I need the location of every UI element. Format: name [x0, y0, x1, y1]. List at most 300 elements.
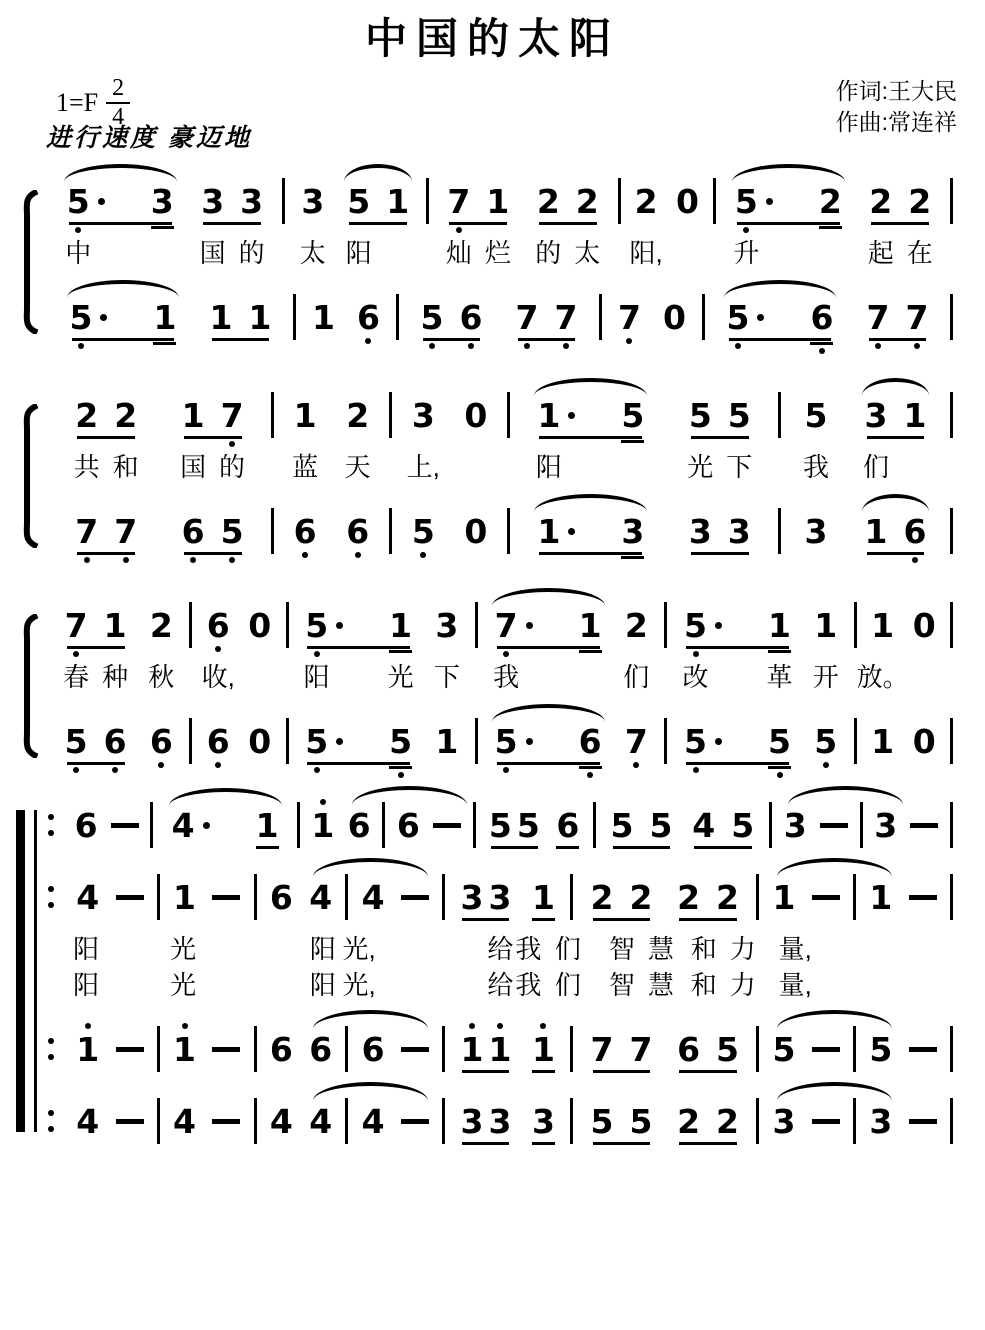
note-digit-wrap	[435, 721, 459, 761]
measure	[863, 967, 950, 1000]
note	[182, 449, 205, 482]
voice-row-2	[48, 294, 953, 340]
measure	[429, 181, 618, 221]
note-digit: 2	[818, 181, 842, 221]
note-group	[629, 235, 663, 268]
note	[150, 181, 174, 221]
note	[389, 605, 413, 645]
note	[625, 659, 648, 692]
note-group	[401, 895, 429, 900]
lyric-syllable: 起	[867, 237, 894, 268]
note	[590, 1029, 614, 1069]
augmentation-dot	[526, 622, 533, 629]
note	[818, 181, 842, 221]
note-digit-wrap	[75, 931, 98, 964]
note-digit: 6	[206, 721, 230, 761]
note-digit-wrap	[814, 721, 838, 761]
note-group	[772, 1101, 796, 1141]
duration-dash	[909, 895, 937, 900]
measure	[772, 967, 859, 1000]
augmentation-dot	[100, 314, 107, 321]
octave-dot-below	[819, 348, 825, 354]
note-digit-wrap	[460, 1029, 484, 1069]
music-system	[48, 392, 953, 554]
beam-line	[694, 846, 752, 849]
note-group	[814, 721, 838, 761]
barline	[950, 178, 953, 224]
slur-arc	[724, 280, 837, 298]
note-digit: 7	[494, 605, 518, 645]
note-digit-wrap	[726, 297, 750, 337]
extra-underline	[810, 342, 833, 345]
note-digit-wrap	[488, 1101, 512, 1141]
lyric-syllable: 的	[219, 451, 246, 482]
note-group	[537, 511, 645, 551]
note-digit: 1	[871, 605, 895, 645]
beam-line	[307, 646, 410, 649]
note-digit-wrap	[537, 449, 560, 482]
note-group	[347, 181, 410, 221]
duration-dash	[812, 1119, 840, 1124]
augmentation-dot	[715, 738, 722, 745]
note-digit-wrap	[460, 877, 484, 917]
note-digit-wrap	[629, 1029, 653, 1069]
note-digit: 5	[494, 721, 518, 761]
extra-underline	[556, 846, 579, 849]
note-digit-wrap	[908, 181, 932, 221]
measure	[63, 931, 150, 964]
note-digit-wrap	[804, 511, 828, 551]
beam-line	[867, 436, 925, 439]
measure	[300, 931, 382, 964]
note-group	[342, 967, 376, 1000]
measure	[392, 449, 507, 482]
note-digit: 1	[768, 605, 791, 645]
note-digit: 1	[173, 877, 196, 917]
note	[220, 511, 244, 551]
note-group	[537, 235, 599, 268]
note	[149, 605, 173, 645]
note-group	[181, 395, 244, 435]
note-digit: 6	[269, 877, 293, 917]
note	[460, 1101, 484, 1141]
note	[783, 805, 807, 845]
music-system	[48, 178, 953, 340]
note	[731, 931, 754, 964]
note-digit-wrap	[153, 297, 177, 337]
note	[103, 605, 127, 645]
note-digit-wrap	[76, 1101, 100, 1141]
note	[684, 659, 722, 692]
octave-dot-above	[497, 1023, 503, 1029]
note-digit: 5	[772, 1029, 796, 1069]
slur-arc	[732, 164, 845, 182]
note-digit: 3	[488, 1101, 512, 1141]
note-group	[820, 945, 848, 950]
note-group	[173, 1029, 196, 1069]
note-digit: 3	[869, 1101, 893, 1141]
rest	[663, 297, 686, 337]
note	[75, 449, 98, 482]
note-digit-wrap	[309, 1029, 333, 1069]
note-group	[909, 1047, 937, 1052]
note	[172, 931, 210, 964]
note-group	[869, 235, 931, 268]
measure	[48, 395, 271, 435]
octave-dot-below	[355, 552, 361, 558]
slur-arc	[534, 378, 647, 396]
note-digit-wrap	[629, 877, 653, 917]
note	[111, 823, 139, 828]
measure	[289, 721, 475, 761]
note	[406, 449, 440, 482]
note	[464, 511, 488, 551]
voice-row-1	[48, 602, 953, 648]
note-group	[116, 1119, 144, 1124]
note-digit-wrap	[869, 1101, 893, 1141]
measure	[348, 877, 442, 917]
note	[621, 449, 644, 482]
lyric-syllable: 我	[515, 933, 542, 964]
octave-dot-below	[215, 646, 221, 652]
note-group	[64, 721, 127, 761]
note	[173, 877, 196, 917]
note-digit-wrap	[874, 931, 897, 964]
note-group	[150, 659, 173, 692]
note-digit-wrap	[618, 297, 641, 337]
lyric-syllable: 和	[690, 969, 717, 1000]
note	[556, 967, 579, 1000]
note-group	[311, 967, 334, 1000]
note-digit-wrap	[293, 395, 317, 435]
note	[464, 449, 487, 482]
note-group	[305, 659, 412, 692]
note-group	[67, 235, 174, 268]
note	[248, 605, 272, 645]
note-digit-wrap	[305, 721, 329, 761]
note-digit: 0	[464, 511, 488, 551]
extra-underline	[579, 766, 602, 769]
note-digit-wrap	[103, 605, 127, 645]
lyric-syllable: 光	[170, 969, 197, 1000]
note-digit-wrap	[871, 721, 895, 761]
repeat-dot	[48, 1110, 54, 1116]
note	[104, 659, 127, 692]
note	[608, 967, 636, 1000]
octave-dot-below	[524, 343, 530, 349]
measure	[63, 805, 150, 845]
octave-dot-below	[914, 343, 920, 349]
note-group	[171, 805, 279, 845]
note	[772, 1029, 796, 1069]
octave-dot-below	[468, 343, 474, 349]
note-digit: 1	[312, 297, 335, 337]
composer-credit: 作曲:常连祥	[835, 109, 957, 136]
note-group	[866, 297, 929, 337]
note-group	[305, 721, 413, 761]
note-digit-wrap	[772, 1029, 796, 1069]
augmentation-dot	[336, 738, 343, 745]
note	[293, 395, 317, 435]
note-digit: 4	[173, 1101, 196, 1141]
note	[346, 395, 370, 435]
note	[435, 659, 458, 692]
note-group	[869, 181, 932, 221]
note-digit: 5	[684, 721, 708, 761]
note-group	[684, 605, 791, 645]
note	[311, 967, 334, 1000]
note-digit-wrap	[459, 297, 483, 337]
beam-line	[491, 846, 538, 849]
note	[778, 931, 812, 964]
note-digit-wrap	[814, 659, 837, 692]
slur-arc	[344, 164, 412, 182]
note-group	[116, 1047, 144, 1052]
note-group	[677, 877, 740, 917]
note	[727, 511, 751, 551]
system-bracket	[14, 190, 40, 334]
note-digit: 4	[692, 805, 716, 845]
beam-line	[77, 436, 135, 439]
note	[864, 395, 888, 435]
rest	[913, 659, 936, 692]
note-group	[411, 511, 435, 551]
note-group	[172, 967, 279, 1000]
note-digit-wrap	[64, 605, 88, 645]
octave-dot-below	[365, 338, 371, 344]
octave-dot-below	[875, 343, 881, 349]
note	[181, 511, 205, 551]
note-group	[909, 1119, 937, 1124]
note-group	[624, 605, 648, 645]
duration-dash	[910, 823, 938, 828]
note-digit: 6	[396, 805, 420, 845]
note-digit-wrap	[818, 181, 842, 221]
voice-row-1	[48, 802, 953, 848]
note-group	[608, 967, 674, 1000]
note-group	[212, 1047, 240, 1052]
note	[517, 967, 540, 1000]
note-group	[871, 605, 895, 645]
lyric-syllable: 阳	[309, 933, 336, 964]
note	[346, 511, 370, 551]
note	[116, 1119, 144, 1124]
note-group	[783, 805, 807, 845]
note	[778, 967, 812, 1000]
measure	[445, 1029, 570, 1069]
measure	[856, 1101, 950, 1141]
note-digit-wrap	[590, 877, 614, 917]
note-group	[69, 297, 177, 337]
note-digit-wrap	[621, 511, 645, 551]
note	[433, 945, 461, 950]
note-group	[494, 721, 602, 761]
beam-line	[212, 338, 270, 341]
extra-underline	[532, 1142, 555, 1145]
note-group	[460, 1101, 512, 1141]
note-digit-wrap	[692, 805, 716, 845]
note-digit-wrap	[590, 1101, 614, 1141]
note	[590, 1101, 614, 1141]
note-digit: 6	[149, 721, 173, 761]
lyric-syllable: 我	[515, 969, 542, 1000]
note-group	[201, 181, 264, 221]
octave-dot-below	[398, 772, 404, 778]
measure	[759, 877, 853, 917]
note-digit: 1	[103, 605, 127, 645]
augmentation-dot	[568, 528, 575, 535]
beam-line	[679, 1070, 737, 1073]
measure	[857, 721, 950, 761]
note-digit: 6	[103, 721, 127, 761]
note-digit: 3	[460, 877, 484, 917]
note-digit-wrap	[625, 659, 648, 692]
note	[869, 1029, 893, 1069]
note-digit: 5	[64, 721, 88, 761]
note-digit: 5	[688, 395, 712, 435]
octave-dot-below	[73, 651, 79, 657]
measure	[63, 967, 150, 1000]
note-digit-wrap	[361, 1101, 385, 1141]
measure	[48, 721, 189, 761]
beam-line	[518, 338, 576, 341]
lyric-syllable: 灿	[445, 237, 472, 268]
note-digit: 1	[389, 605, 413, 645]
repeat-dot	[48, 1126, 54, 1132]
lyric-syllable: 给	[487, 969, 514, 1000]
note-digit-wrap	[489, 931, 512, 964]
octave-dot-below	[78, 343, 84, 349]
lyric-syllable: 国	[180, 451, 207, 482]
extra-underline	[579, 650, 602, 653]
note-digit: 5	[734, 181, 758, 221]
note-digit-wrap	[684, 721, 708, 761]
note-digit-wrap	[171, 805, 195, 845]
note-digit-wrap	[181, 511, 205, 551]
note-digit-wrap	[579, 659, 602, 692]
lyric-syllable: 种	[102, 661, 129, 692]
note-digit-wrap	[460, 1101, 484, 1141]
note-digit: 3	[531, 1101, 555, 1141]
note-digit-wrap	[802, 449, 830, 482]
note-digit: 4	[76, 1101, 100, 1141]
note	[311, 805, 335, 845]
note-digit: 4	[309, 877, 333, 917]
note	[486, 181, 510, 221]
note	[912, 605, 936, 645]
note-group	[590, 1101, 653, 1141]
note-digit-wrap	[488, 1029, 512, 1069]
note-digit-wrap	[347, 181, 371, 221]
note	[874, 931, 897, 964]
note	[820, 981, 848, 986]
note-digit-wrap	[220, 511, 244, 551]
note	[578, 605, 602, 645]
note-group	[536, 181, 599, 221]
lyric-syllable: 的	[535, 237, 562, 268]
credits	[836, 76, 957, 138]
lyric-syllable: 光	[387, 661, 414, 692]
octave-dot-below	[633, 762, 639, 768]
lyric-syllable: 们	[623, 661, 650, 692]
lyric-syllable: 我	[493, 661, 520, 692]
repeat-dot	[48, 1038, 54, 1044]
measure	[348, 1029, 442, 1069]
note	[114, 395, 138, 435]
note-group	[610, 805, 673, 845]
note-group	[293, 511, 317, 551]
note-group	[663, 297, 686, 337]
beam-line	[462, 1070, 509, 1073]
octave-dot-above	[182, 1023, 188, 1029]
lyric-syllable: 下	[726, 451, 753, 482]
note-digit-wrap	[104, 659, 127, 692]
note-group	[778, 967, 812, 1000]
note	[386, 181, 410, 221]
note-digit: 0	[663, 297, 686, 337]
extra-underline	[389, 650, 412, 653]
measure	[160, 1101, 254, 1141]
note-digit-wrap	[578, 721, 602, 761]
note-digit-wrap	[181, 395, 205, 435]
lyric-syllable: 收,	[201, 661, 235, 692]
note-digit: 3	[488, 877, 512, 917]
note-group	[212, 895, 240, 900]
note-group	[684, 659, 791, 692]
note	[537, 395, 575, 435]
lyrics-row	[48, 930, 953, 964]
note	[433, 823, 461, 828]
measure	[510, 449, 778, 482]
note-digit-wrap	[908, 235, 931, 268]
lyric-syllable: 智	[608, 969, 636, 1000]
note-digit-wrap	[677, 877, 701, 917]
lyric-syllable: 光,	[342, 933, 376, 964]
note-group	[460, 877, 512, 917]
beam-line	[613, 846, 671, 849]
note	[76, 1029, 100, 1069]
lyric-syllable: 我	[802, 451, 830, 482]
note-digit: 5	[389, 721, 413, 761]
rest	[675, 181, 699, 221]
note	[804, 395, 828, 435]
octave-dot-below	[777, 772, 783, 778]
note-digit: 1	[486, 181, 510, 221]
voice-row-3	[48, 1026, 953, 1072]
augmentation-dot	[766, 198, 773, 205]
note-digit-wrap	[206, 605, 230, 645]
lyric-syllable: 量,	[778, 933, 812, 964]
note-digit-wrap	[905, 297, 929, 337]
note-group	[677, 1029, 740, 1069]
note-group	[772, 1029, 796, 1069]
note-digit-wrap	[778, 967, 812, 1000]
note-digit-wrap	[856, 659, 909, 692]
note	[676, 235, 699, 268]
lyrics-row	[48, 448, 953, 482]
note	[910, 823, 938, 828]
note-digit-wrap	[312, 297, 335, 337]
measure	[596, 805, 770, 845]
note	[347, 805, 371, 845]
note	[716, 1101, 740, 1141]
duration-dash	[212, 1047, 240, 1052]
note-group	[531, 877, 555, 917]
note	[435, 721, 459, 761]
note-group	[201, 659, 235, 692]
lyric-syllable: 下	[433, 661, 460, 692]
duration-dash	[401, 895, 429, 900]
